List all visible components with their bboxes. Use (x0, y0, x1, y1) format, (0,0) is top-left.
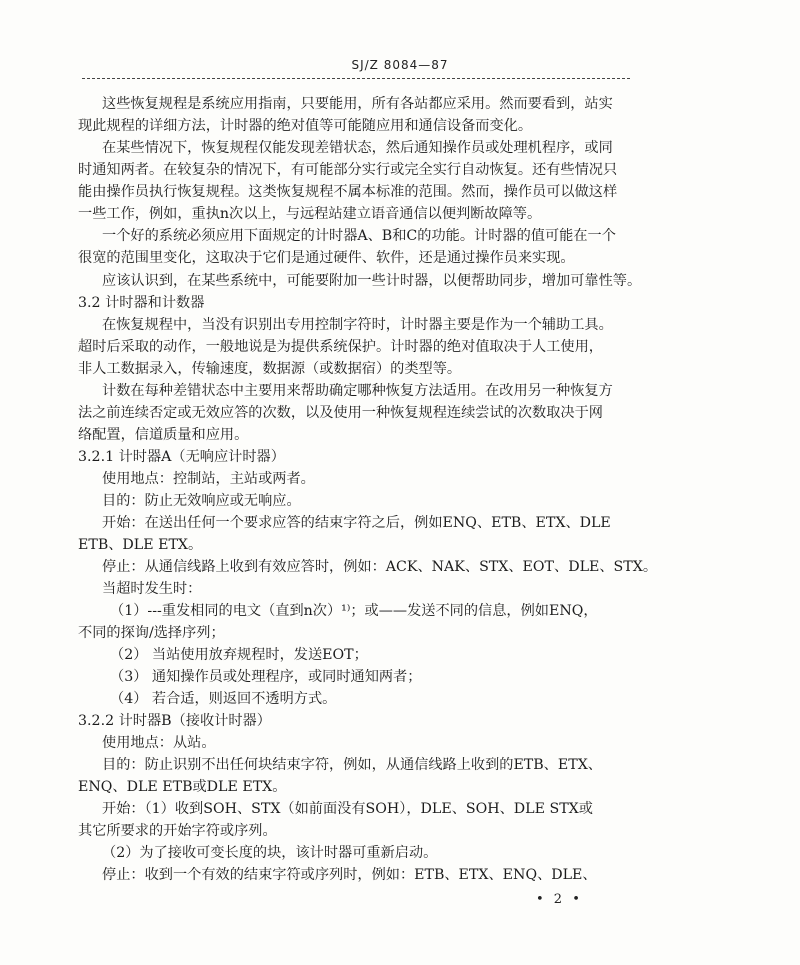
text-line: 开始：在送出任何一个要求应答的结束字符之后，例如ENQ、ETB、ETX、DLE (102, 515, 611, 531)
text-line: 这些恢复规程是系统应用指南，只要能用，所有各站都应采用。然而要看到，站实 (102, 96, 613, 112)
text-line: 非人工数据录入，传输速度，数据源（或数据宿）的类型等。 (78, 361, 462, 377)
text-line: 很宽的范围里变化，这取决于它们是通过硬件、软件，还是通过操作员来实现。 (78, 250, 575, 266)
text-line: ETB、DLE ETX。 (78, 537, 203, 553)
text-line: 时通知两者。在较复杂的情况下，有可能部分实行或完全实行自动恢复。还有些情况只 (78, 162, 618, 178)
text-line: 不同的探询/选择序列； (78, 625, 225, 641)
text-line: 停止：收到一个有效的结束字符或序列时，例如：ETB、ETX、ENQ、DLE、 (102, 867, 597, 883)
text-line: ENQ、DLE ETB或DLE ETX。 (78, 779, 287, 795)
text-line: 当超时发生时： (102, 581, 202, 597)
list-item: （4） 若合适，则返回不透明方式。 (110, 691, 337, 707)
header-divider (82, 78, 630, 79)
text-line: 超时后采取的动作，一般地说是为提供系统保护。计时器的绝对值取决于人工使用， (78, 339, 603, 355)
text-line: 络配置，信道质量和应用。 (78, 427, 249, 443)
text-line: 在恢复规程中，当没有识别出专用控制字符时，计时器主要是作为一个辅助工具。 (102, 317, 613, 333)
text-line: 现此规程的详细方法，计时器的绝对值等可能随应用和通信设备而变化。 (78, 118, 533, 134)
doc-code-header: SJ/Z 8084—87 (351, 58, 449, 72)
text-line: 一些工作，例如，重执n次以上，与远程站建立语音通信以便判断故障等。 (78, 206, 542, 222)
list-item: （3） 通知操作员或处理程序，或同时通知两者； (110, 669, 422, 685)
text-line: 目的：防止识别不出任何块结束字符，例如，从通信线路上收到的ETB、ETX、 (102, 757, 602, 773)
text-line: 能由操作员执行恢复规程。这类恢复规程不属本标准的范围。然而，操作员可以做这样 (78, 184, 618, 200)
section-heading: 3.2 计时器和计数器 (78, 295, 205, 311)
text-line: 一个好的系统必须应用下面规定的计时器A、B和C的功能。计时器的值可能在一个 (102, 228, 616, 244)
text-line: （2）为了接收可变长度的块，该计时器可重新启动。 (102, 845, 438, 861)
text-line: 使用地点：从站。 (102, 735, 216, 751)
page-number: • 2 • (536, 892, 583, 907)
text-line: 使用地点：控制站，主站或两者。 (102, 471, 315, 487)
text-line: 停止：从通信线路上收到有效应答时，例如：ACK、NAK、STX、EOT、DLE、STX。 (102, 559, 658, 575)
text-line: 计数在每种差错状态中主要用来帮助确定哪种恢复方法适用。在改用另一种恢复方 (102, 383, 613, 399)
list-item: （1）---重发相同的电文（直到n次）¹⁾；或——发送不同的信息，例如ENQ， (110, 603, 598, 619)
text-line: 开始：（1）收到SOH、STX（如前面没有SOH），DLE、SOH、DLE STX或 (102, 801, 593, 817)
text-line: 其它所要求的开始字符或序列。 (78, 823, 277, 839)
subsection-heading: 3.2.1 计时器A（无响应计时器） (78, 449, 285, 465)
text-line: 目的：防止无效响应或无响应。 (102, 493, 301, 509)
text-line: 法之前连续否定或无效应答的次数，以及使用一种恢复规程连续尝试的次数取决于网 (78, 405, 603, 421)
text-line: 应该认识到，在某些系统中，可能要附加一些计时器，以便帮助同步，增加可靠性等。 (102, 273, 642, 289)
subsection-heading: 3.2.2 计时器B（接收计时器） (78, 713, 271, 729)
list-item: （2） 当站使用放弃规程时，发送EOT； (110, 647, 368, 663)
text-line: 在某些情况下，恢复规程仅能发现差错状态，然后通知操作员或处理机程序，或同 (102, 140, 613, 156)
